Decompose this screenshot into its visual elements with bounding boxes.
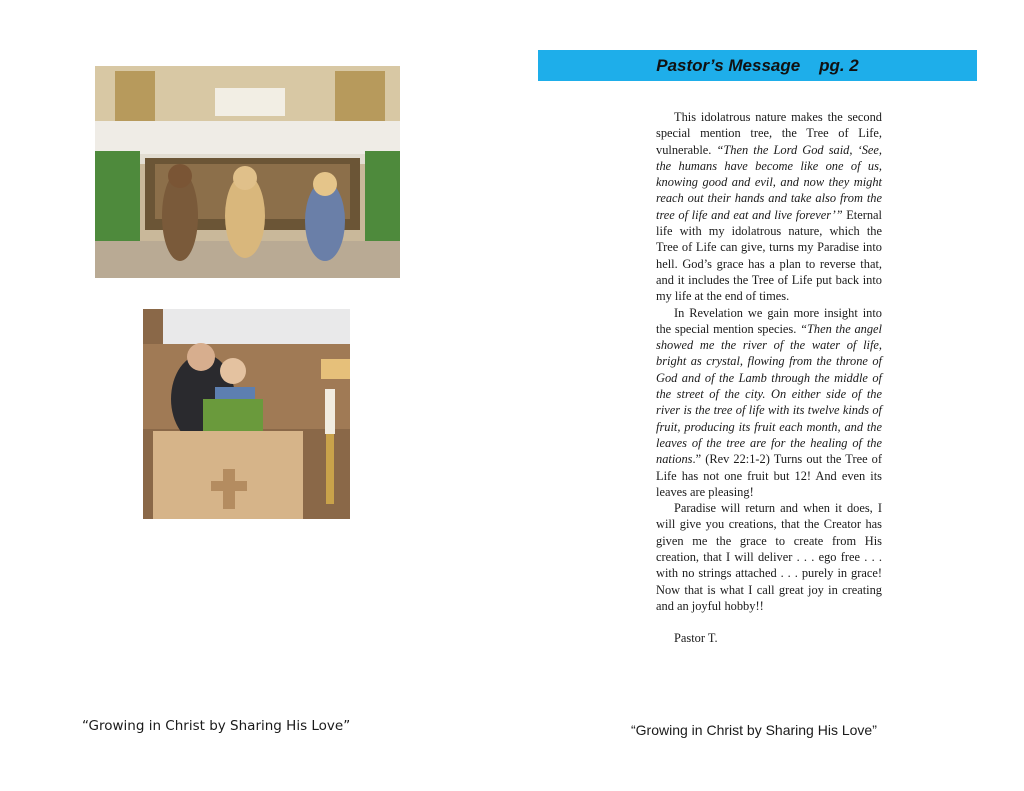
text-span: Eternal life with my idolatrous nature, which the Tree of Life can give, turns my Paradise into hell. God’s grace has a plan to reverse that, and it includes the Tree of Life put back into my life at the end of times.: [656, 207, 882, 304]
text-span: .” (Rev 22:1-2) Turns out the Tree of Life has not one fruit but 12! And even its leaves are pleasing!: [656, 452, 882, 499]
footer-motto-right: “Growing in Christ by Sharing His Love”: [631, 722, 877, 738]
scripture-quote: “Then the angel showed me the river of the water of life, bright as crystal, flowing from the throne of God and of the Lamb through the middle of the street of the city. On either side of the river is the tree of life with its twelve kinds of fruit, producing its fruit each month, and the leaves of the tree are for the healing of the nations: [656, 321, 882, 467]
altar-children-photo: [95, 66, 400, 278]
pulpit-photo: [143, 309, 350, 519]
paragraph-2: [656, 305, 882, 501]
page-header-banner: [538, 50, 977, 81]
signature: Pastor T.: [674, 631, 718, 646]
scripture-quote: “Then the Lord God said, ‘See, the humans have become like one of us, knowing good and evil, and now they might reach out their hands and take also from the tree of life and eat and live forever’”: [656, 142, 882, 222]
text-span: In Revelation we gain more insight into the special mention species.: [656, 305, 882, 336]
footer-motto-left: “Growing in Christ by Sharing His Love”: [82, 718, 351, 734]
text-span: This idolatrous nature makes the second special mention tree, the Tree of Life, vulnerable.: [656, 110, 882, 157]
paragraph-1: [656, 109, 882, 305]
page-title: Pastor’s Message pg. 2: [656, 55, 859, 75]
pastor-message-body: [656, 109, 882, 647]
paragraph-3: Paradise will return and when it does, I will give you creations, that the Creator has given me the grace to create from His creation, that I will deliver . . . ego free . . . with no strings attached . . . purely in grace! Now that is what I call great joy in creating and an joyful hobby!!: [656, 501, 882, 613]
